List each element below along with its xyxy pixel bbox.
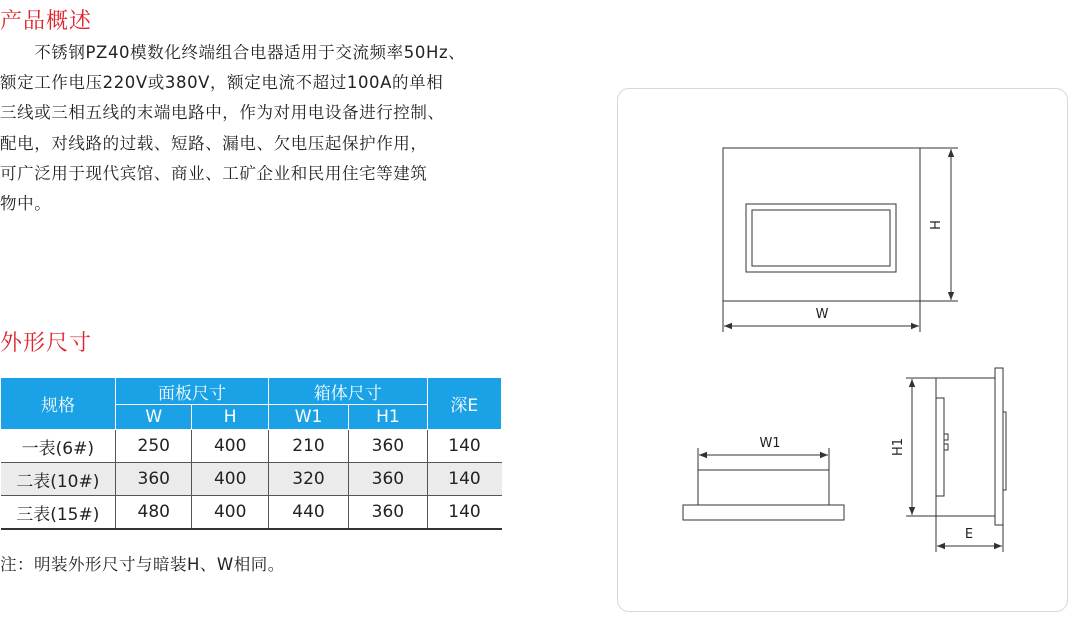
cell-h: 400	[192, 463, 268, 496]
overview-line: 物中。	[0, 194, 52, 214]
cell-spec: 二表(10#)	[1, 463, 116, 496]
cell-w1: 210	[268, 430, 348, 463]
label-w1: W1	[759, 436, 781, 451]
dimensions-note: 注：明装外形尺寸与暗装H、W相同。	[0, 555, 285, 574]
header-depth: 深E	[427, 378, 501, 430]
front-view	[723, 148, 958, 332]
cell-e: 140	[427, 463, 501, 496]
cell-w: 360	[116, 463, 192, 496]
cell-spec: 三表(15#)	[1, 496, 116, 530]
overview-line: 可广泛用于现代宾馆、商业、工矿企业和民用住宅等建筑	[0, 163, 428, 183]
overview-line: 不锈钢PZ40模数化终端组合电器适用于交流频率50Hz、	[0, 43, 466, 62]
header-h1: H1	[349, 405, 427, 430]
overview-line: 额定工作电压220V或380V，额定电流不超过100A的单相	[0, 73, 444, 93]
cell-w1: 440	[268, 496, 348, 530]
header-h: H	[192, 405, 268, 430]
side-view	[906, 368, 1006, 552]
overview-line: 配电，对线路的过载、短路、漏电、欠电压起保护作用，	[0, 133, 428, 153]
header-w: W	[116, 405, 192, 430]
cell-w: 250	[116, 430, 192, 463]
label-h: H	[929, 220, 944, 230]
box-view	[683, 448, 844, 520]
overview-line: 三线或三相五线的末端电路中，作为对用电设备进行控制、	[0, 103, 445, 123]
header-w1: W1	[268, 405, 348, 430]
label-w: W	[815, 307, 829, 322]
header-spec: 规格	[1, 378, 116, 430]
cell-w1: 320	[268, 463, 348, 496]
cell-h1: 360	[349, 463, 427, 496]
cell-e: 140	[427, 496, 501, 530]
overview-title: 产品概述	[0, 9, 93, 34]
header-panel-size: 面板尺寸	[116, 378, 269, 405]
cell-e: 140	[427, 430, 501, 463]
cell-h1: 360	[349, 430, 427, 463]
label-h1: H1	[891, 437, 906, 457]
cell-w: 480	[116, 496, 192, 530]
label-e: E	[964, 527, 974, 542]
cell-spec: 一表(6#)	[1, 430, 116, 463]
cell-h: 400	[192, 496, 268, 530]
header-box-size: 箱体尺寸	[268, 378, 427, 405]
dimensions-title: 外形尺寸	[0, 331, 93, 356]
cell-h1: 360	[349, 496, 427, 530]
cell-h: 400	[192, 430, 268, 463]
